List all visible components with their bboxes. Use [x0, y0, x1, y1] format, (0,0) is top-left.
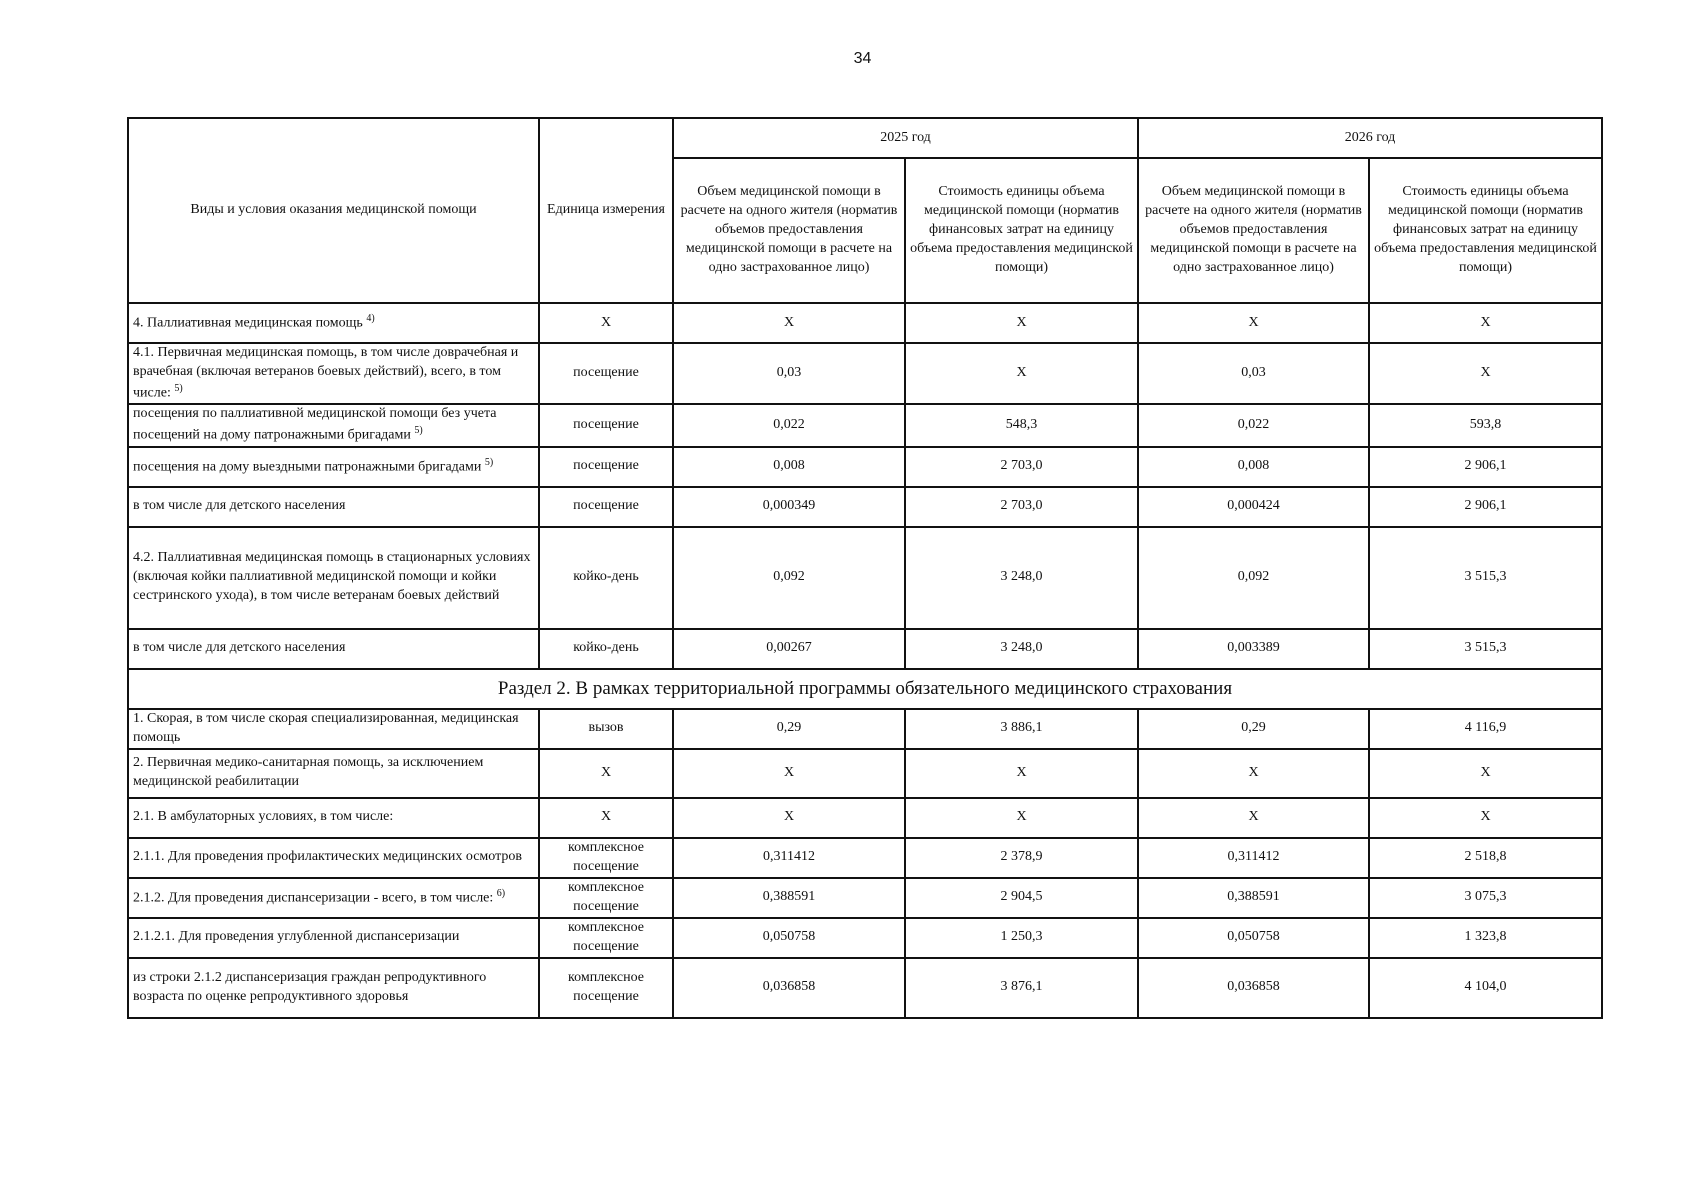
cost-2026-cell: 2 906,1 [1369, 447, 1602, 487]
care-type-text: 1. Скорая, в том числе скорая специализированная, медицинская помощь [133, 710, 519, 745]
volume-2025-cell: 0,050758 [673, 918, 905, 958]
unit-cell: Х [539, 749, 673, 798]
cost-2026-cell: Х [1369, 343, 1602, 404]
unit-cell: комплексное посещение [539, 958, 673, 1018]
footnote-marker: 5) [414, 425, 423, 437]
header-volume-2026: Объем медицинской помощи в расчете на одного жителя (норматив объемов предоставления медицинской помощи в расчете на одно застрахованное лицо) [1138, 158, 1369, 303]
cost-2025-cell: 2 904,5 [905, 878, 1138, 918]
volume-2026-cell: 0,022 [1138, 404, 1369, 446]
footnote-marker: 5) [484, 456, 494, 468]
unit-cell: комплексное посещение [539, 838, 673, 878]
care-type-cell [128, 527, 539, 629]
care-type-text: 2. Первичная медико-санитарная помощь, за исключением медицинской реабилитации [133, 755, 484, 790]
cost-2025-cell: 3 248,0 [905, 629, 1138, 669]
cost-2025-cell: Х [905, 303, 1138, 343]
volume-2026-cell: Х [1138, 303, 1369, 343]
unit-cell: вызов [539, 709, 673, 749]
volume-2026-cell: 0,003389 [1138, 629, 1369, 669]
section-2-title: Раздел 2. В рамках территориальной программы обязательного медицинского страхования [128, 669, 1602, 709]
care-type-cell [128, 303, 539, 343]
volume-2025-cell: 0,03 [673, 343, 905, 404]
table-row [128, 303, 1602, 343]
table-row [128, 487, 1602, 527]
unit-cell: посещение [539, 447, 673, 487]
volume-2025-cell: 0,036858 [673, 958, 905, 1018]
volume-2026-cell: 0,050758 [1138, 918, 1369, 958]
cost-2026-cell: 593,8 [1369, 404, 1602, 446]
care-type-text: в том числе для детского населения [133, 498, 346, 514]
care-type-cell [128, 709, 539, 749]
cost-2026-cell: 4 104,0 [1369, 958, 1602, 1018]
footnote-marker: 4) [366, 313, 375, 325]
volume-2025-cell: Х [673, 798, 905, 838]
table-row [128, 447, 1602, 487]
cost-2025-cell: 3 876,1 [905, 958, 1138, 1018]
care-type-text: из строки 2.1.2 диспансеризация граждан репродуктивного возраста по оценке репродуктивного здоровья [133, 969, 487, 1004]
volume-2026-cell: Х [1138, 749, 1369, 798]
table-row [128, 527, 1602, 629]
section-row [128, 669, 1602, 709]
care-type-cell [128, 878, 539, 918]
care-type-text: посещения на дому выездными патронажными бригадами [133, 459, 482, 475]
volume-2025-cell: 0,008 [673, 447, 905, 487]
cost-2025-cell: 2 703,0 [905, 487, 1138, 527]
care-type-cell [128, 838, 539, 878]
unit-cell: Х [539, 303, 673, 343]
table-row [128, 798, 1602, 838]
volume-2026-cell: 0,092 [1138, 527, 1369, 629]
care-type-text: 4.2. Паллиативная медицинская помощь в стационарных условиях (включая койки паллиативной медицинской помощи и койки сестринского ухода), в том числе ветеранам боевых действий [133, 550, 531, 604]
care-type-text: 2.1.1. Для проведения профилактических медицинских осмотров [133, 849, 523, 865]
unit-cell: комплексное посещение [539, 918, 673, 958]
care-type-text: в том числе для детского населения [133, 640, 346, 656]
care-type-cell [128, 487, 539, 527]
cost-2026-cell: 2 518,8 [1369, 838, 1602, 878]
cost-2025-cell: 3 248,0 [905, 527, 1138, 629]
unit-cell: койко-день [539, 629, 673, 669]
care-type-cell [128, 343, 539, 404]
cost-2025-cell: 548,3 [905, 404, 1138, 446]
header-year-2025: 2025 год [673, 118, 1138, 158]
header-row-years [128, 118, 1602, 158]
cost-2026-cell: Х [1369, 749, 1602, 798]
care-type-cell [128, 404, 539, 446]
footnote-marker: 5) [174, 382, 183, 394]
cost-2026-cell: 3 515,3 [1369, 629, 1602, 669]
volume-2025-cell: Х [673, 749, 905, 798]
cost-2025-cell: 2 378,9 [905, 838, 1138, 878]
volume-2025-cell: Х [673, 303, 905, 343]
cost-2025-cell: 1 250,3 [905, 918, 1138, 958]
volume-2025-cell: 0,311412 [673, 838, 905, 878]
volume-2026-cell: 0,311412 [1138, 838, 1369, 878]
table-row [128, 629, 1602, 669]
care-type-text: 4. Паллиативная медицинская помощь [133, 315, 363, 331]
care-type-text: 4.1. Первичная медицинская помощь, в том числе доврачебная и врачебная (включая ветеранов боевых действий), всего, в том числе: [133, 345, 519, 401]
unit-cell: посещение [539, 343, 673, 404]
care-type-cell [128, 958, 539, 1018]
cost-2026-cell: 3 515,3 [1369, 527, 1602, 629]
care-type-text: 2.1.2. Для проведения диспансеризации - всего, в том числе: [133, 890, 494, 906]
header-cost-2026: Стоимость единицы объема медицинской помощи (норматив финансовых затрат на единицу объема предоставления медицинской помощи) [1369, 158, 1602, 303]
table-row [128, 709, 1602, 749]
cost-2026-cell: Х [1369, 303, 1602, 343]
care-type-text: 2.1. В амбулаторных условиях, в том числе: [133, 809, 394, 825]
table-row [128, 878, 1602, 918]
volume-2025-cell: 0,388591 [673, 878, 905, 918]
medical-care-norms-table [127, 117, 1603, 1019]
volume-2025-cell: 0,29 [673, 709, 905, 749]
volume-2025-cell: 0,022 [673, 404, 905, 446]
care-type-cell [128, 629, 539, 669]
unit-cell: Х [539, 798, 673, 838]
unit-cell: посещение [539, 404, 673, 446]
cost-2025-cell: Х [905, 798, 1138, 838]
cost-2025-cell: 3 886,1 [905, 709, 1138, 749]
volume-2026-cell: 0,000424 [1138, 487, 1369, 527]
care-type-text: 2.1.2.1. Для проведения углубленной диспансеризации [133, 929, 460, 945]
unit-cell: комплексное посещение [539, 878, 673, 918]
unit-cell: койко-день [539, 527, 673, 629]
cost-2025-cell: Х [905, 749, 1138, 798]
volume-2025-cell: 0,00267 [673, 629, 905, 669]
header-year-2026: 2026 год [1138, 118, 1602, 158]
table-row [128, 838, 1602, 878]
care-type-cell [128, 447, 539, 487]
volume-2026-cell: 0,03 [1138, 343, 1369, 404]
footnote-marker: 6) [496, 887, 506, 899]
table-row [128, 343, 1602, 404]
volume-2026-cell: 0,29 [1138, 709, 1369, 749]
volume-2025-cell: 0,000349 [673, 487, 905, 527]
care-type-cell [128, 918, 539, 958]
care-type-cell [128, 798, 539, 838]
table-row [128, 404, 1602, 446]
volume-2026-cell: Х [1138, 798, 1369, 838]
cost-2026-cell: 1 323,8 [1369, 918, 1602, 958]
cost-2025-cell: Х [905, 343, 1138, 404]
header-unit: Единица измерения [539, 118, 673, 303]
care-type-text: посещения по паллиативной медицинской помощи без учета посещений на дому патронажными бригадами [133, 406, 497, 443]
cost-2026-cell: 2 906,1 [1369, 487, 1602, 527]
header-volume-2025: Объем медицинской помощи в расчете на одного жителя (норматив объемов предоставления медицинской помощи в расчете на одно застрахованное лицо) [673, 158, 905, 303]
header-care-type: Виды и условия оказания медицинской помощи [128, 118, 539, 303]
unit-cell: посещение [539, 487, 673, 527]
cost-2026-cell: 4 116,9 [1369, 709, 1602, 749]
page-number: 34 [853, 50, 872, 67]
volume-2025-cell: 0,092 [673, 527, 905, 629]
cost-2026-cell: 3 075,3 [1369, 878, 1602, 918]
volume-2026-cell: 0,036858 [1138, 958, 1369, 1018]
volume-2026-cell: 0,008 [1138, 447, 1369, 487]
table-row [128, 749, 1602, 798]
volume-2026-cell: 0,388591 [1138, 878, 1369, 918]
table-row [128, 958, 1602, 1018]
cost-2025-cell: 2 703,0 [905, 447, 1138, 487]
header-cost-2025: Стоимость единицы объема медицинской помощи (норматив финансовых затрат на единицу объема предоставления медицинской помощи) [905, 158, 1138, 303]
cost-2026-cell: Х [1369, 798, 1602, 838]
care-type-cell [128, 749, 539, 798]
table-row [128, 918, 1602, 958]
